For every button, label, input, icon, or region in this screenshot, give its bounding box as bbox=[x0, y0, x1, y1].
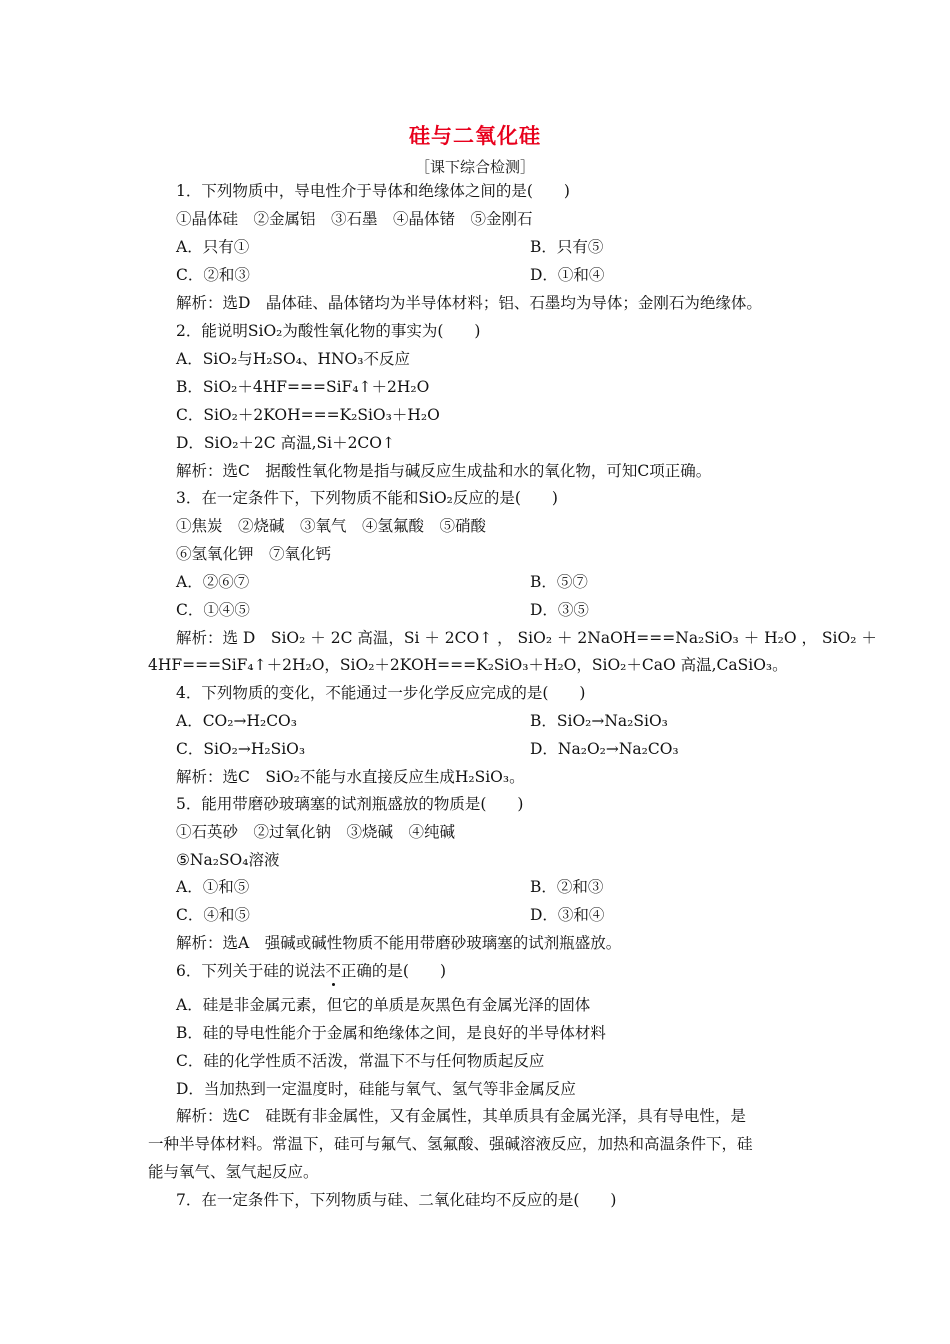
document-title: 硅与二氧化硅 bbox=[409, 123, 541, 148]
answer-3-line-1: 解析：选 D SiO₂ ＋ 2C 高温，Si ＋ 2CO↑ ， SiO₂ ＋ 2NaOH===Na₂SiO₃ ＋ H₂O ， SiO₂ ＋ bbox=[176, 629, 877, 647]
option-2a: A．SiO₂与H₂SO₄、HNO₃不反应 bbox=[176, 350, 410, 368]
answer-6-line-1: 解析：选C 硅既有非金属性，又有金属性，其单质具有金属光泽，具有导电性，是 bbox=[176, 1107, 746, 1125]
option-3c: C．①④⑤ bbox=[176, 601, 250, 619]
question-4: 4．下列物质的变化，不能通过一步化学反应完成的是( ) bbox=[176, 684, 586, 702]
option-4d: D．Na₂O₂→Na₂CO₃ bbox=[530, 740, 679, 758]
question-3: 3．在一定条件下，下列物质不能和SiO₂反应的是( ) bbox=[176, 489, 558, 507]
option-5c: C．④和⑤ bbox=[176, 906, 250, 924]
option-3a: A．②⑥⑦ bbox=[176, 573, 250, 591]
option-2c: C．SiO₂＋2KOH===K₂SiO₃＋H₂O bbox=[176, 406, 440, 424]
question-2: 2．能说明SiO₂为酸性氧化物的事实为( ) bbox=[176, 322, 481, 340]
option-2b: B．SiO₂＋4HF===SiF₄↑＋2H₂O bbox=[176, 378, 430, 396]
option-1c: C．②和③ bbox=[176, 266, 250, 284]
answer-3-line-2: 4HF===SiF₄↑＋2H₂O，SiO₂＋2KOH===K₂SiO₃＋H₂O，SiO₂＋CaO 高温,CaSiO₃。 bbox=[148, 656, 788, 674]
option-1b: B．只有⑤ bbox=[530, 238, 604, 256]
question-1: 1．下列物质中，导电性介于导体和绝缘体之间的是( ) bbox=[176, 182, 570, 200]
question-5-items-a: ①石英砂 ②过氧化钠 ③烧碱 ④纯碱 bbox=[176, 823, 456, 841]
option-5a: A．①和⑤ bbox=[176, 878, 250, 896]
answer-6-line-3: 能与氧气、氢气起反应。 bbox=[148, 1163, 319, 1181]
option-4b: B．SiO₂→Na₂SiO₃ bbox=[530, 712, 668, 730]
answer-4: 解析：选C SiO₂不能与水直接反应生成H₂SiO₃。 bbox=[176, 768, 525, 786]
option-6a: A．硅是非金属元素，但它的单质是灰黑色有金属光泽的固体 bbox=[176, 996, 591, 1014]
option-6c: C．硅的化学性质不活泼，常温下不与任何物质起反应 bbox=[176, 1052, 545, 1070]
answer-5: 解析：选A 强碱或碱性物质不能用带磨砂玻璃塞的试剂瓶盛放。 bbox=[176, 934, 622, 952]
question-6-text-b: 正确的是( ) bbox=[340, 962, 446, 980]
option-6b: B．硅的导电性能介于金属和绝缘体之间，是良好的半导体材料 bbox=[176, 1024, 606, 1042]
question-6 bbox=[176, 961, 446, 981]
emphasis-mark: 不 bbox=[325, 962, 341, 980]
option-1a: A．只有① bbox=[176, 238, 250, 256]
answer-2: 解析：选C 据酸性氧化物是指与碱反应生成盐和水的氧化物，可知C项正确。 bbox=[176, 462, 712, 480]
option-3b: B．⑤⑦ bbox=[530, 573, 588, 591]
option-3d: D．③⑤ bbox=[530, 601, 589, 619]
option-5d: D．③和④ bbox=[530, 906, 605, 924]
answer-6-line-2: 一种半导体材料。常温下，硅可与氟气、氢氟酸、强碱溶液反应，加热和高温条件下，硅 bbox=[148, 1135, 753, 1153]
question-6-text-a: 6．下列关于硅的说法 bbox=[176, 962, 326, 980]
option-4c: C．SiO₂→H₂SiO₃ bbox=[176, 740, 306, 758]
option-6d: D．当加热到一定温度时，硅能与氧气、氢气等非金属反应 bbox=[176, 1080, 576, 1098]
question-1-items: ①晶体硅 ②金属铝 ③石墨 ④晶体锗 ⑤金刚石 bbox=[176, 210, 533, 228]
question-3-items-b: ⑥氢氧化钾 ⑦氧化钙 bbox=[176, 545, 332, 563]
answer-1: 解析：选D 晶体硅、晶体锗均为半导体材料；铝、石墨均为导体；金刚石为绝缘体。 bbox=[176, 294, 762, 312]
option-2d: D．SiO₂＋2C 高温,Si＋2CO↑ bbox=[176, 434, 395, 452]
question-3-items-a: ①焦炭 ②烧碱 ③氧气 ④氢氟酸 ⑤硝酸 bbox=[176, 517, 487, 535]
question-5-items-b: ⑤Na₂SO₄溶液 bbox=[176, 851, 280, 869]
document-subtitle: ［课下综合检测］ bbox=[414, 158, 535, 176]
question-7: 7．在一定条件下，下列物质与硅、二氧化硅均不反应的是( ) bbox=[176, 1191, 617, 1209]
option-1d: D．①和④ bbox=[530, 266, 605, 284]
question-5: 5．能用带磨砂玻璃塞的试剂瓶盛放的物质是( ) bbox=[176, 795, 524, 813]
option-5b: B．②和③ bbox=[530, 878, 604, 896]
option-4a: A．CO₂→H₂CO₃ bbox=[176, 712, 297, 730]
